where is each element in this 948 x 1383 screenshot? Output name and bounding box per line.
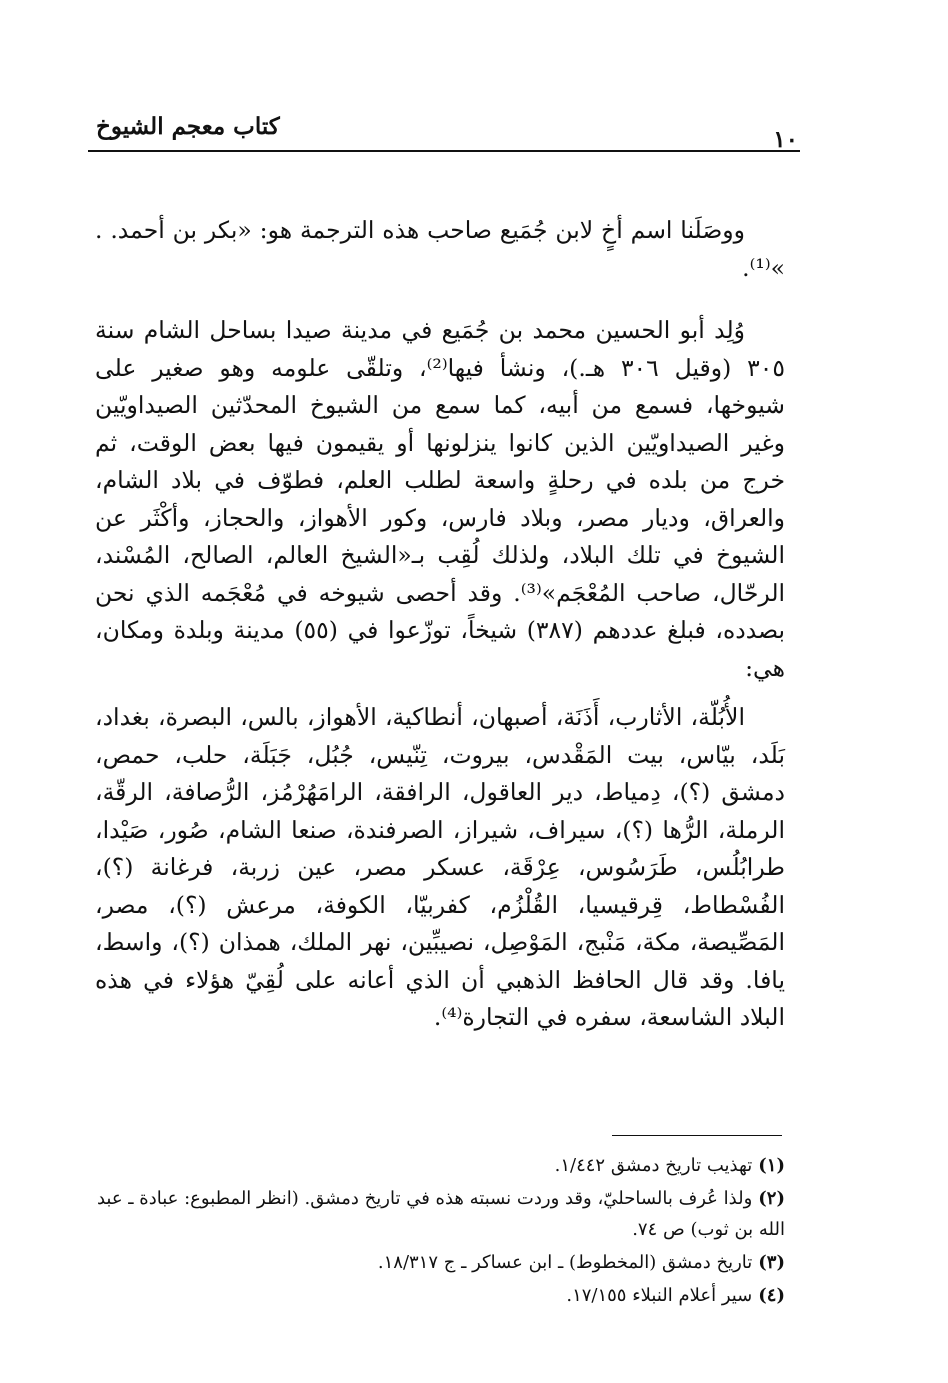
running-header xyxy=(88,112,800,152)
footnote-number: (٢) xyxy=(758,1188,785,1209)
header-rule xyxy=(88,150,800,152)
footnote-text: ولذا عُرف بالساحليّ، وقد وردت نسبته هذه في تاريخ دمشق. (انظر المطبوع: عبادة ـ عبد الله بن ثوب) ص ٧٤. xyxy=(96,1188,785,1240)
footnote-rule xyxy=(612,1135,782,1136)
footnote-2 xyxy=(95,1183,785,1245)
footnote-text: تاريخ دمشق (المخطوط) ـ ابن عساكر ـ ج ١٨/٣١٧. xyxy=(377,1252,753,1273)
footnote-text: تهذيب تاريخ دمشق ١/٤٤٢. xyxy=(554,1155,753,1176)
paragraph-2: وُلِد أبو الحسين محمد بن جُمَيع في مدينة صيدا بساحل الشام سنة ٣٠٥ (وقيل ٣٠٦ هـ.)، ونشأ فيها⁽²⁾، وتلقّى علومه وهو صغير على شيوخها، فسمع من أبيه، كما سمع من الشيوخ المحدّثين الصيداويّين وغير الصيداويّين الذين كانوا ينزلونها أو يقيمون فيها بعض الوقت، ثم خرج من بلده في رحلةٍ واسعة لطلب العلم، فطوّف في بلاد الشام، والعراق، وديار مصر، وبلاد فارس، وكور الأهواز، والحجاز، وأكْثَر عن الشيوخ في تلك البلاد، ولذلك لُقِب بـ«الشيخ العالم، الصالح، المُسْند، الرحّال، صاحب المُعْجَم»⁽³⁾. وقد أحصى شيوخه في مُعْجَمه الذي نحن بصدده، فبلغ عددهم (٣٨٧) شيخاً، توزّعوا في (٥٥) مدينة وبلدة ومكان، هي: xyxy=(95,316,786,682)
footnote-number: (٣) xyxy=(758,1252,785,1273)
paragraph-1: ووصَلَنا اسم أخٍ لابن جُمَيع صاحب هذه الترجمة هو: «بكر بن أحمد. . »⁽¹⁾. xyxy=(95,216,785,282)
running-title: كتاب معجم الشيوخ xyxy=(96,113,280,140)
footnote-1 xyxy=(95,1150,785,1181)
footnote-number: (١) xyxy=(758,1155,785,1176)
footnote-number: (٤) xyxy=(758,1285,785,1306)
footnote-text: سير أعلام النبلاء ١٧/١٥٥. xyxy=(566,1285,753,1306)
paragraph-3: الأُبُلّة، الأثارب، أَذَنَة، أصبهان، أنطاكية، الأهواز، بالس، البصرة، بغداد، بَلَد، بيّاس، بيت المَقْدس، بيروت، تِنّيس، جُبُل، جَبَلَة، حلب، حمص، دمشق (؟)، دِمياط، دير العاقول، الرافقة، الرامَهُرْمُز، الرُّصافة، الرقّة، الرملة، الرُّها (؟)، سيراف، شيراز، الصرفندة، صنعا الشام، صُور، صَيْدا، طرابُلُس، طَرَسُوس، عِرْقَة، عسكر مصر، عين زربة، فرغانة (؟)، الفُسْطاط، قِرقيسيا، القُلْزُم، كفربيّا، الكوفة، مرعش (؟)، مصر، المَصِّيصة، مكة، مَنْبج، المَوْصِل، نصيبِّين، نهر الملك، همذان (؟)، واسط، يافا. وقد قال الحافظ الذهبي أن الذي أعانه على لُقِيّ هؤلاء في هذه البلاد الشاسعة، سفره في التجارة⁽⁴⁾. xyxy=(95,703,785,1031)
footnotes xyxy=(95,1150,785,1313)
page-number: ١٠ xyxy=(773,126,798,153)
main-text xyxy=(95,212,785,1109)
footnote-3 xyxy=(95,1247,785,1278)
footnote-4 xyxy=(95,1280,785,1311)
